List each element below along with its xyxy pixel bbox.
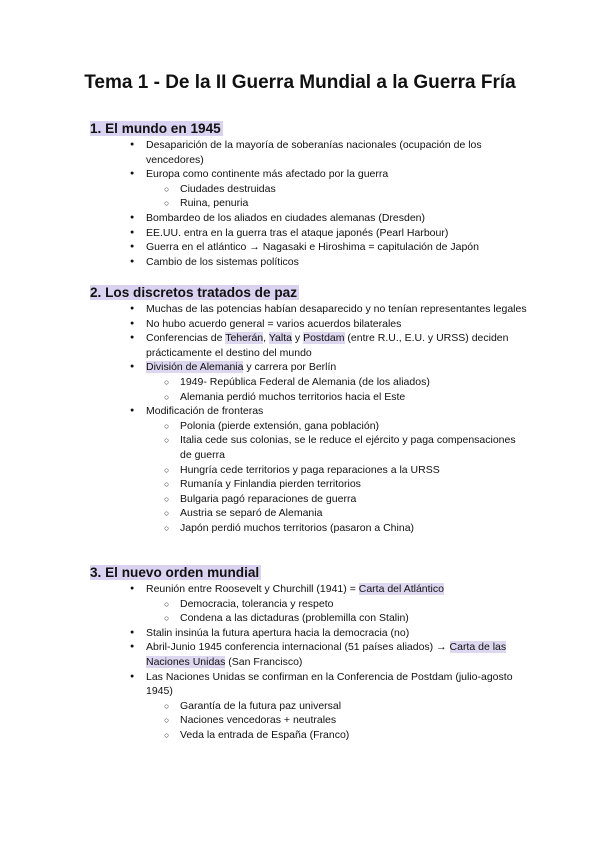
list-item: ● Muchas de las potencias habían desaparecido y no tenían representantes legales bbox=[90, 302, 530, 317]
sub-list-item: ○ 1949- República Federal de Alemania (de los aliados) bbox=[90, 375, 530, 390]
list-item: ● Europa como continente más afectado por la guerra bbox=[90, 167, 530, 182]
sub-list-item: ○ Condena a las dictaduras (problemilla con Stalin) bbox=[90, 611, 530, 626]
sub-list-item: ○ Bulgaria pagó reparaciones de guerra bbox=[90, 492, 530, 507]
sub-list-item: ○ Hungría cede territorios y paga reparaciones a la URSS bbox=[90, 463, 530, 478]
list-item: ● Las Naciones Unidas se confirman en la Conferencia de Postdam (julio-agosto 1945) bbox=[90, 670, 530, 699]
list-item: ● Conferencias de Teherán, Yalta y Postdam (entre R.U., E.U. y URSS) deciden prácticamente el destino del mundo bbox=[90, 331, 530, 360]
list-item: ● Bombardeo de los aliados en ciudades alemanas (Dresden) bbox=[90, 211, 530, 226]
sub-list-item: ○ Austria se separó de Alemania bbox=[90, 506, 530, 521]
sub-list-item: ○ Alemania perdió muchos territorios hacia el Este bbox=[90, 390, 530, 405]
list-item: ● No hubo acuerdo general = varios acuerdos bilaterales bbox=[90, 317, 530, 332]
highlight: Carta del Atlántico bbox=[358, 583, 444, 595]
document-title: Tema 1 - De la II Guerra Mundial a la Guerra Fría bbox=[84, 72, 516, 93]
section-heading: 1. El mundo en 1945 bbox=[90, 121, 221, 136]
highlight: Teherán bbox=[225, 332, 264, 345]
sub-list-item: ○ Italia cede sus colonias, se le reduce el ejército y paga compensaciones de guerra bbox=[90, 433, 530, 462]
list-item: ● Stalin insinúa la futura apertura hacia la democracia (no) bbox=[90, 626, 530, 641]
list-item: ● Abril-Junio 1945 conferencia internacional (51 países aliados) → Carta de las Naciones Unidas (San Francisco) bbox=[90, 640, 530, 669]
section-list bbox=[90, 582, 530, 743]
highlight: División de Alemania bbox=[146, 361, 244, 374]
section-list bbox=[90, 138, 530, 269]
section-list bbox=[90, 302, 530, 536]
sub-list-item: ○ Ciudades destruidas bbox=[90, 182, 530, 197]
highlight: Carta de las Naciones Unidas bbox=[146, 641, 507, 668]
sub-list-item: ○ Veda la entrada de España (Franco) bbox=[90, 728, 530, 743]
section-heading: 2. Los discretos tratados de paz bbox=[90, 285, 297, 300]
list-item: ● EE.UU. entra en la guerra tras el ataque japonés (Pearl Harbour) bbox=[90, 226, 530, 241]
sub-list-item: ○ Polonia (pierde extensión, gana población) bbox=[90, 419, 530, 434]
section-3 bbox=[90, 564, 530, 743]
list-item: ● Guerra en el atlántico → Nagasaki e Hiroshima = capitulación de Japón bbox=[90, 240, 530, 255]
sub-list-item: ○ Ruina, penuria bbox=[90, 196, 530, 211]
sub-list-item: ○ Democracia, tolerancia y respeto bbox=[90, 597, 530, 612]
list-item: ● Cambio de los sistemas políticos bbox=[90, 255, 530, 270]
section-2 bbox=[90, 284, 530, 536]
sub-list-item: ○ Naciones vencedoras + neutrales bbox=[90, 713, 530, 728]
section-heading: 3. El nuevo orden mundial bbox=[90, 565, 260, 580]
list-item: ● Desaparición de la mayoría de soberanías nacionales (ocupación de los vencedores) bbox=[90, 138, 530, 167]
sub-list-item: ○ Garantía de la futura paz universal bbox=[90, 699, 530, 714]
sub-list-item: ○ Japón perdió muchos territorios (pasaron a China) bbox=[90, 521, 530, 536]
highlight: Yalta bbox=[268, 332, 292, 345]
list-item: ● División de Alemania y carrera por Berlín bbox=[90, 360, 530, 375]
sub-list-item: ○ Rumanía y Finlandia pierden territorios bbox=[90, 477, 530, 492]
list-item: ● Reunión entre Roosevelt y Churchill (1941) = Carta del Atlántico bbox=[90, 582, 530, 597]
list-item: ● Modificación de fronteras bbox=[90, 404, 530, 419]
highlight: Postdam bbox=[303, 332, 345, 345]
section-1 bbox=[90, 120, 530, 269]
